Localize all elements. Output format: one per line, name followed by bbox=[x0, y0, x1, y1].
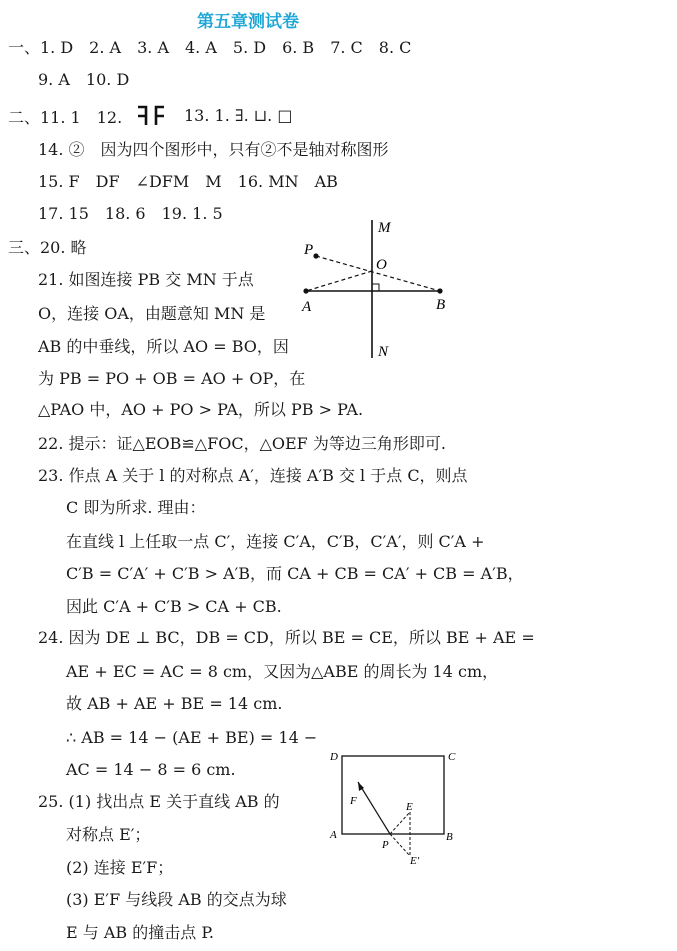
answer-line: E 与 AB 的撞击点 P. bbox=[66, 923, 214, 942]
figure-perpendicular-bisector bbox=[292, 214, 462, 364]
answer-line: C 即为所求. 理由： bbox=[66, 498, 206, 517]
label-e: E bbox=[406, 801, 413, 813]
point-a bbox=[303, 288, 308, 293]
point-p bbox=[313, 253, 318, 258]
answer-line: (3) E′F 与线段 AB 的交点为球 bbox=[66, 890, 287, 909]
answer-line: 一、1. D 2. A 3. A 4. A 5. D 6. B 7. C 8. C bbox=[8, 38, 412, 57]
answer-line: C′B = C′A′ + C′B > A′B，而 CA + CB = CA′ + CB = A′B， bbox=[66, 564, 524, 583]
label-n: N bbox=[378, 344, 389, 360]
label-a: A bbox=[330, 829, 337, 841]
label-c: C bbox=[448, 751, 456, 763]
answer-line: AE + EC = AC = 8 cm，又因为△ABE 的周长为 14 cm， bbox=[66, 662, 499, 681]
answer-line: 17. 15 18. 6 19. 1. 5 bbox=[38, 204, 223, 223]
answer-line: 25. (1) 找出点 E 关于直线 AB 的 bbox=[38, 792, 280, 811]
label-o: O bbox=[376, 257, 387, 273]
label-f: F bbox=[350, 795, 357, 807]
segment-pe2 bbox=[390, 834, 410, 856]
answer-line: (2) 连接 E′F； bbox=[66, 858, 174, 877]
answer-line: AB 的中垂线，所以 AO = BO，因 bbox=[38, 337, 289, 356]
label-p: P bbox=[382, 839, 389, 851]
answer-line: 故 AB + AE + BE = 14 cm. bbox=[66, 694, 283, 713]
answer-line: 15. F DF ∠DFM M 16. MN AB bbox=[38, 172, 338, 191]
label-b: B bbox=[436, 297, 446, 313]
point-b bbox=[437, 288, 442, 293]
label-d: D bbox=[330, 751, 338, 763]
answer-line: 二、11. 1 12. bbox=[8, 108, 123, 127]
right-angle-mark bbox=[372, 284, 379, 291]
answer-line: 24. 因为 DE ⊥ BC，DB = CD，所以 BE = CE，所以 BE + AE = bbox=[38, 628, 535, 647]
answer-line: AC = 14 − 8 = 6 cm. bbox=[66, 760, 236, 779]
figure-billiard-reflection bbox=[326, 746, 466, 872]
segment-fp bbox=[358, 782, 390, 834]
label-b: B bbox=[446, 831, 453, 843]
answer-line: 22. 提示：证△EOB≌△FOC，△OEF 为等边三角形即可. bbox=[38, 434, 446, 453]
answer-line: 因此 C′A + C′B > CA + CB. bbox=[66, 597, 282, 616]
label-m: M bbox=[378, 220, 391, 236]
table-rectangle bbox=[342, 756, 444, 834]
segment-pe bbox=[390, 812, 410, 834]
answer-line: O，连接 OA，由题意知 MN 是 bbox=[38, 304, 266, 323]
answer-line: 14. ② 因为四个图形中，只有②不是轴对称图形 bbox=[38, 140, 389, 159]
q13-line: 13. 1. ∃. ⊔. □ bbox=[184, 106, 293, 125]
answer-line: 23. 作点 A 关于 l 的对称点 A′，连接 A′B 交 l 于点 C，则点 bbox=[38, 466, 468, 485]
answer-line: ∴ AB = 14 − (AE + BE) = 14 − bbox=[66, 728, 318, 747]
answer-line: 三、20. 略 bbox=[8, 238, 87, 257]
page-title: 第五章测试卷 bbox=[197, 12, 299, 32]
answer-line: 9. A 10. D bbox=[38, 70, 130, 89]
answer-line: △PAO 中，AO + PO > PA，所以 PB > PA. bbox=[38, 400, 364, 419]
answer-line: 为 PB = PO + OB = AO + OP，在 bbox=[38, 369, 306, 388]
answer-line: 在直线 l 上任取一点 C′，连接 C′A，C′B，C′A′，则 C′A + bbox=[66, 532, 485, 551]
label-p: P bbox=[304, 242, 314, 258]
segment-oa bbox=[306, 271, 372, 291]
label-e-prime: E′ bbox=[410, 855, 420, 867]
answer-line: 对称点 E′； bbox=[66, 825, 151, 844]
label-a: A bbox=[302, 299, 312, 315]
answer-line: 21. 如图连接 PB 交 MN 于点 bbox=[38, 270, 254, 289]
q12-glyphs bbox=[134, 104, 178, 128]
